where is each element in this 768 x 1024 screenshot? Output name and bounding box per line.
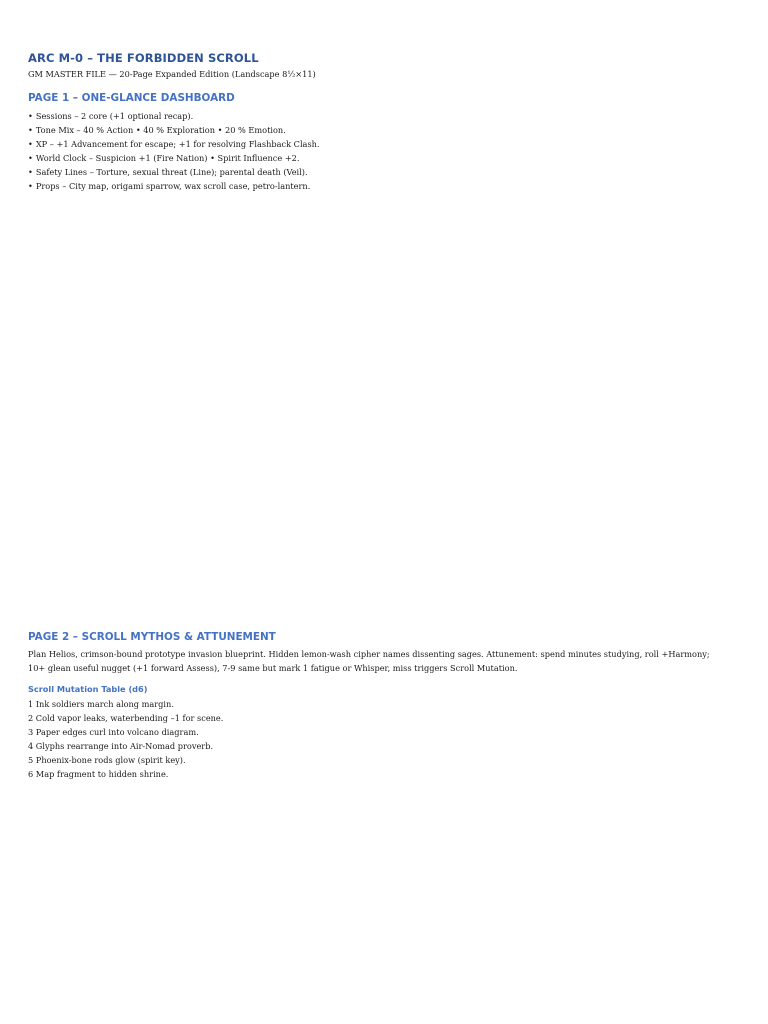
scroll-mythos-paragraph: Plan Helios, crimson-bound prototype invasion blueprint. Hidden lemon-wash cipher names dissenting sages. Attunement: spend minutes studying, roll +Harmony; 10+ glean useful nugget (+1 forward Assess), 7-9 same but mark 1 fatigue or Whisper, miss triggers Scroll Mutation. (28, 649, 710, 673)
page-2-heading: PAGE 2 – SCROLL MYTHOS & ATTUNEMENT (28, 631, 276, 643)
dashboard-item-world-clock: • World Clock – Suspicion +1 (Fire Nation) • Spirit Influence +2. (28, 151, 728, 165)
mutation-row: 5 Phoenix-bone rods glow (spirit key). (28, 755, 186, 765)
mutation-row: 4 Glyphs rearrange into Air-Nomad proverb. (28, 741, 214, 751)
dashboard-item-sessions: • Sessions – 2 core (+1 optional recap). (28, 109, 728, 123)
document-subtitle: GM MASTER FILE — 20-Page Expanded Edition (Landscape 8½×11) (28, 69, 316, 79)
mutation-row: 6 Map fragment to hidden shrine. (28, 769, 169, 779)
mutation-row: 3 Paper edges curl into volcano diagram. (28, 727, 199, 737)
mutation-row: 2 Cold vapor leaks, waterbending –1 for scene. (28, 713, 224, 723)
dashboard-item-xp: • XP – +1 Advancement for escape; +1 for resolving Flashback Clash. (28, 137, 728, 151)
dashboard-item-tone-mix: • Tone Mix – 40 % Action • 40 % Exploration • 20 % Emotion. (28, 123, 728, 137)
dashboard-item-props: • Props – City map, origami sparrow, wax scroll case, petro-lantern. (28, 179, 728, 193)
mutation-table-title: Scroll Mutation Table (d6) (28, 684, 148, 694)
mutation-table (28, 697, 728, 781)
page-1-section (28, 51, 728, 193)
dashboard-item-safety-lines: • Safety Lines – Torture, sexual threat (Line); parental death (Veil). (28, 165, 728, 179)
mutation-row: 1 Ink soldiers march along margin. (28, 699, 174, 709)
dashboard-list (28, 109, 728, 193)
page-1-heading: PAGE 1 – ONE-GLANCE DASHBOARD (28, 92, 235, 104)
document-title: ARC M-0 – THE FORBIDDEN SCROLL (28, 51, 259, 65)
page-2-section (28, 631, 728, 781)
